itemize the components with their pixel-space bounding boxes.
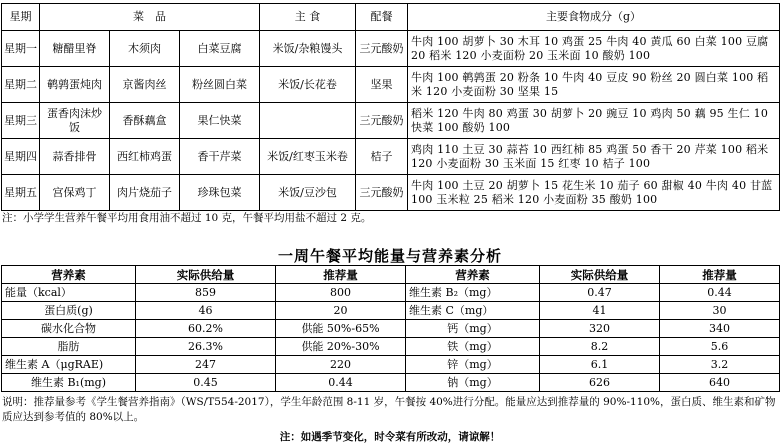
side-cell: 三元酸奶 xyxy=(356,31,408,67)
nutrient-name: 蛋白质(g) xyxy=(2,302,136,320)
dish-cell: 京酱肉丝 xyxy=(110,67,180,103)
nutrient-name: 钙（mg） xyxy=(406,320,540,338)
actual-value: 60.2% xyxy=(136,320,276,338)
recommended-value: 640 xyxy=(660,374,780,392)
nutrient-name: 锌（mg） xyxy=(406,356,540,374)
menu-header-row xyxy=(2,4,780,31)
recommended-value: 供能 20%-30% xyxy=(276,338,406,356)
dish-cell: 果仁快菜 xyxy=(180,103,260,139)
recommended-value: 220 xyxy=(276,356,406,374)
dish-cell: 宫保鸡丁 xyxy=(40,175,110,211)
ingredients-cell: 牛肉 100 鹌鹑蛋 20 粉条 10 牛肉 40 豆皮 90 粉丝 20 圆白菜 100 稻米 120 小麦面粉 30 坚果 15 xyxy=(408,67,780,103)
actual-value: 41 xyxy=(540,302,660,320)
actual-value: 247 xyxy=(136,356,276,374)
nutrient-name: 铁（mg） xyxy=(406,338,540,356)
weekday-cell: 星期一 xyxy=(2,31,40,67)
actual-value: 0.45 xyxy=(136,374,276,392)
header-side: 配餐 xyxy=(356,4,408,31)
dish-cell: 蛋香肉沫炒饭 xyxy=(40,103,110,139)
dish-cell: 木须肉 xyxy=(110,31,180,67)
nutrient-name: 脂肪 xyxy=(2,338,136,356)
ingredients-cell: 牛肉 100 土豆 20 胡萝卜 15 花生米 10 茄子 60 甜椒 40 牛肉 40 甘蓝 100 玉米粒 25 稻米 120 小麦面粉 35 酸奶 100 xyxy=(408,175,780,211)
header-actual: 实际供给量 xyxy=(540,266,660,284)
staple-cell: 米饭/长花卷 xyxy=(260,67,356,103)
dish-cell: 肉片烧茄子 xyxy=(110,175,180,211)
ingredients-cell: 鸡肉 110 土豆 30 蒜苔 10 西红柿 85 鸡蛋 50 香干 20 芹菜 100 稻米 120 小麦面粉 30 玉米面 15 红枣 10 桔子 100 xyxy=(408,139,780,175)
actual-value: 320 xyxy=(540,320,660,338)
recommended-value: 供能 50%-65% xyxy=(276,320,406,338)
nutrient-name: 能量（kcal） xyxy=(2,284,136,302)
recommended-value: 340 xyxy=(660,320,780,338)
dish-cell: 粉丝圆白菜 xyxy=(180,67,260,103)
staple-cell: 米饭/红枣玉米卷 xyxy=(260,139,356,175)
nutrition-row xyxy=(2,320,780,338)
dish-cell: 香酥藕盒 xyxy=(110,103,180,139)
weekly-menu-table xyxy=(1,3,780,211)
actual-value: 626 xyxy=(540,374,660,392)
nutrition-table xyxy=(1,265,780,392)
header-weekday: 星期 xyxy=(2,4,40,31)
nutrient-name: 维生素 B₂（mg） xyxy=(406,284,540,302)
staple-cell xyxy=(260,103,356,139)
header-dishes: 菜 品 xyxy=(40,4,260,31)
recommended-value: 20 xyxy=(276,302,406,320)
nutrient-name: 维生素 A（μgRAE) xyxy=(2,356,136,374)
recommended-value: 5.6 xyxy=(660,338,780,356)
menu-row xyxy=(2,175,780,211)
dish-cell: 蒜香排骨 xyxy=(40,139,110,175)
menu-row xyxy=(2,103,780,139)
nutrition-row xyxy=(2,302,780,320)
nutrition-header-row xyxy=(2,266,780,284)
header-recommended: 推荐量 xyxy=(276,266,406,284)
nutrition-row xyxy=(2,356,780,374)
recommended-value: 3.2 xyxy=(660,356,780,374)
staple-cell: 米饭/杂粮馒头 xyxy=(260,31,356,67)
header-staple: 主 食 xyxy=(260,4,356,31)
weekday-cell: 星期二 xyxy=(2,67,40,103)
ingredients-cell: 牛肉 100 胡萝卜 30 木耳 10 鸡蛋 25 牛肉 40 黄瓜 60 白菜 100 豆腐 20 稻米 120 小麦面粉 20 玉米面 10 酸奶 100 xyxy=(408,31,780,67)
menu-row xyxy=(2,31,780,67)
header-recommended: 推荐量 xyxy=(660,266,780,284)
side-cell: 桔子 xyxy=(356,139,408,175)
weekday-cell: 星期五 xyxy=(2,175,40,211)
header-actual: 实际供给量 xyxy=(136,266,276,284)
nutrient-name: 维生素 B₁(mg) xyxy=(2,374,136,392)
recommended-value: 0.44 xyxy=(276,374,406,392)
header-nutrient: 营养素 xyxy=(2,266,136,284)
side-cell: 三元酸奶 xyxy=(356,175,408,211)
nutrient-name: 碳水化合物 xyxy=(2,320,136,338)
side-cell: 坚果 xyxy=(356,67,408,103)
recommended-value: 800 xyxy=(276,284,406,302)
weekday-cell: 星期四 xyxy=(2,139,40,175)
dish-cell: 白菜豆腐 xyxy=(180,31,260,67)
dish-cell: 西红柿鸡蛋 xyxy=(110,139,180,175)
menu-row xyxy=(2,67,780,103)
recommended-value: 30 xyxy=(660,302,780,320)
header-nutrient: 营养素 xyxy=(406,266,540,284)
nutrition-row xyxy=(2,338,780,356)
header-nutrients: 主要食物成分（g） xyxy=(408,4,780,31)
menu-row xyxy=(2,139,780,175)
actual-value: 6.1 xyxy=(540,356,660,374)
side-cell: 三元酸奶 xyxy=(356,103,408,139)
dish-cell: 鹌鹑蛋炖肉 xyxy=(40,67,110,103)
dish-cell: 珍珠包菜 xyxy=(180,175,260,211)
nutrient-name: 钠（mg） xyxy=(406,374,540,392)
nutrition-title: 一周午餐平均能量与营养素分析 xyxy=(277,247,502,265)
nutrition-explanation: 说明：推荐量参考《学生餐营养指南》（WS/T554-2017），学生年龄范围 8-11 岁，午餐按 40%进行分配。能量应达到推荐量的 90%-110%，蛋白质、维生素和矿物质应达到参考值的 80%以上。 xyxy=(2,396,776,423)
seasonal-change-note: 注：如遇季节变化，时令菜有所改动，请谅解！ xyxy=(279,431,501,443)
staple-cell: 米饭/豆沙包 xyxy=(260,175,356,211)
nutrition-row xyxy=(2,284,780,302)
actual-value: 46 xyxy=(136,302,276,320)
dish-cell: 糖醋里脊 xyxy=(40,31,110,67)
dish-cell: 香干芹菜 xyxy=(180,139,260,175)
nutrient-name: 维生素 C（mg） xyxy=(406,302,540,320)
nutrition-row xyxy=(2,374,780,392)
actual-value: 859 xyxy=(136,284,276,302)
actual-value: 26.3% xyxy=(136,338,276,356)
actual-value: 8.2 xyxy=(540,338,660,356)
recommended-value: 0.44 xyxy=(660,284,780,302)
weekday-cell: 星期三 xyxy=(2,103,40,139)
menu-footnote: 注：小学学生营养午餐平均用食用油不超过 10 克，午餐平均用盐不超过 2 克。 xyxy=(2,212,372,224)
ingredients-cell: 稻米 120 牛肉 80 鸡蛋 30 胡萝卜 20 豌豆 10 鸡肉 50 藕 95 生仁 10 快菜 100 酸奶 100 xyxy=(408,103,780,139)
actual-value: 0.47 xyxy=(540,284,660,302)
